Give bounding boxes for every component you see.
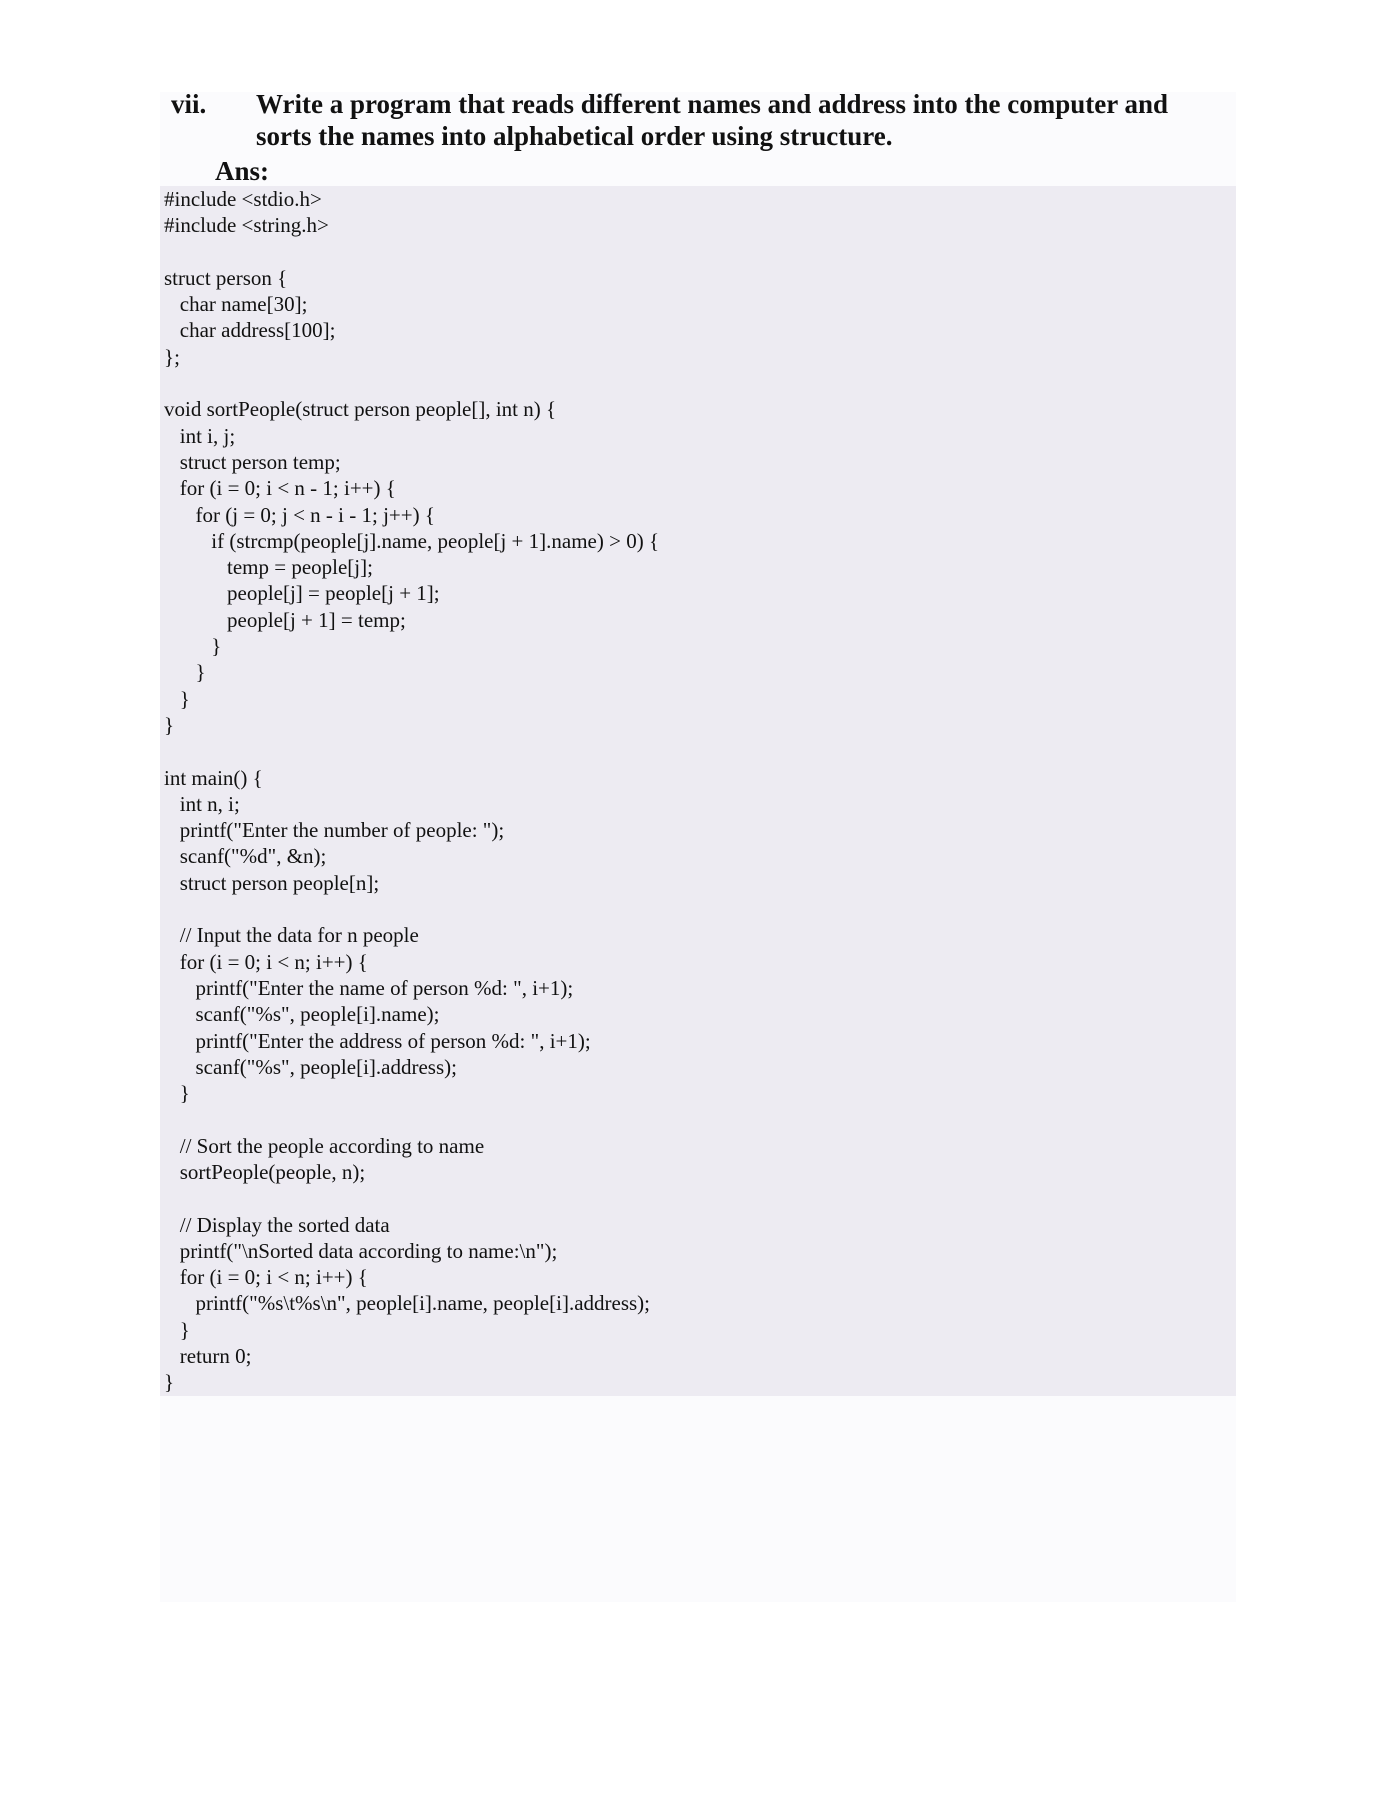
code-line [164, 896, 659, 922]
code-line: scanf("%s", people[i].name); [164, 1002, 440, 1027]
code-line: // Sort the people according to name [164, 1133, 485, 1158]
code-line: return 0; [164, 1344, 252, 1369]
code-line [164, 738, 659, 764]
code-line: // Input the data for n people [164, 923, 419, 948]
code-line: struct person people[n]; [164, 870, 380, 895]
code-line: for (i = 0; i < n - 1; i++) { [164, 476, 396, 501]
code-line: #include <string.h> [164, 213, 329, 238]
code-line: if (strcmp(people[j].name, people[j + 1].name) > 0) { [164, 528, 660, 553]
answer-label: Ans: [215, 156, 270, 186]
code-line: people[j + 1] = temp; [164, 607, 406, 632]
code-block [160, 186, 1236, 1396]
code-line: scanf("%d", &n); [164, 844, 327, 869]
code-line: printf("Enter the name of person %d: ", i+1); [164, 975, 574, 1000]
code-line: } [164, 686, 190, 711]
code-line: int i, j; [164, 423, 236, 448]
code-line: scanf("%s", people[i].address); [164, 1054, 457, 1079]
code-line: for (i = 0; i < n; i++) { [164, 949, 368, 974]
code-lines [164, 186, 659, 1396]
code-line: void sortPeople(struct person people[], int n) { [164, 397, 557, 422]
code-line: printf("Enter the address of person %d: ", i+1); [164, 1028, 591, 1053]
code-line: char name[30]; [164, 292, 308, 317]
code-line: int n, i; [164, 791, 240, 816]
code-line [164, 370, 659, 396]
question-number: vii. [171, 89, 207, 119]
code-line: people[j] = people[j + 1]; [164, 581, 440, 606]
code-line: printf("Enter the number of people: "); [164, 818, 505, 843]
code-line: } [164, 1317, 190, 1342]
code-line: printf("\nSorted data according to name:\n"); [164, 1238, 558, 1263]
code-line: temp = people[j]; [164, 555, 373, 580]
code-line: } [164, 712, 175, 737]
code-line: // Display the sorted data [164, 1212, 390, 1237]
code-line: sortPeople(people, n); [164, 1159, 366, 1184]
code-line: int main() { [164, 765, 263, 790]
code-line: } [164, 634, 222, 659]
code-line: for (j = 0; j < n - i - 1; j++) { [164, 502, 435, 527]
code-line: struct person temp; [164, 449, 341, 474]
code-line: } [164, 660, 206, 685]
code-line: char address[100]; [164, 318, 336, 343]
code-line: printf("%s\t%s\n", people[i].name, people[i].address); [164, 1291, 651, 1316]
code-line: #include <stdio.h> [164, 187, 322, 211]
code-line: } [164, 1370, 175, 1395]
code-line [164, 1106, 659, 1132]
code-line: }; [164, 344, 180, 369]
question-text: Write a program that reads different names and address into the computer and sorts the names into alphabetical order using structure. [256, 89, 1169, 151]
code-line: } [164, 1081, 190, 1106]
code-line: for (i = 0; i < n; i++) { [164, 1265, 368, 1290]
code-line [164, 1185, 659, 1211]
code-line [164, 239, 659, 265]
code-line: struct person { [164, 265, 288, 290]
